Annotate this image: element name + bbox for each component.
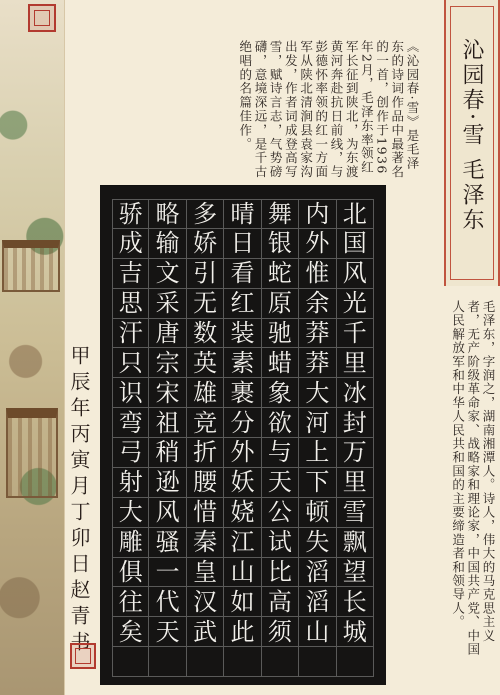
calligraphy-cell: 成 [112, 229, 149, 259]
courtyard-illustration [6, 408, 58, 498]
calligraphy-cell: 引 [187, 259, 224, 289]
calligraphy-cell: 舞 [262, 199, 299, 229]
calligraphy-cell: 封 [337, 408, 374, 438]
seal-stamp-top [28, 4, 56, 32]
calligraphy-cell: 唐 [149, 319, 186, 349]
calligraphy-cell [187, 647, 224, 677]
calligraphy-cell: 此 [224, 617, 261, 647]
calligraphy-grid [112, 199, 374, 677]
calligraphy-cell: 代 [149, 587, 186, 617]
pavilion-illustration [2, 240, 60, 292]
calligraphy-cell: 城 [337, 617, 374, 647]
calligraphy-cell: 素 [224, 348, 261, 378]
calligraphy-cell: 国 [337, 229, 374, 259]
calligraphy-cell: 弯 [112, 408, 149, 438]
calligraphy-cell: 莽 [299, 319, 336, 349]
calligraphy-cell: 娆 [224, 498, 261, 528]
calligraphy-cell: 光 [337, 289, 374, 319]
calligraphy-cell: 汉 [187, 587, 224, 617]
calligraphy-cell: 欲 [262, 408, 299, 438]
calligraphy-cell: 象 [262, 378, 299, 408]
calligraphy-cell: 风 [337, 259, 374, 289]
calligraphy-cell: 日 [224, 229, 261, 259]
calligraphy-cell: 蛇 [262, 259, 299, 289]
calligraphy-cell: 驰 [262, 319, 299, 349]
calligraphy-cell: 望 [337, 558, 374, 588]
calligraphy-cell: 顿 [299, 498, 336, 528]
calligraphy-cell: 蜡 [262, 348, 299, 378]
calligraphy-cell: 英 [187, 348, 224, 378]
calligraphy-cell [299, 647, 336, 677]
calligraphy-board [100, 185, 386, 685]
calligraphy-cell: 雪 [337, 498, 374, 528]
calligraphy-cell: 外 [224, 438, 261, 468]
calligraphy-cell: 多 [187, 199, 224, 229]
calligraphy-cell: 与 [262, 438, 299, 468]
calligraphy-cell: 输 [149, 229, 186, 259]
calligraphy-cell: 竞 [187, 408, 224, 438]
author-note: 毛泽东，字润之，湖南湘潭人。诗人，伟大的马克思主义者，无产阶级革命家、战略家和理论家，中国共产党、中国人民解放军和中华人民共和国的主要缔造者和领导人。 [450, 300, 496, 657]
calligraphy-cell: 千 [337, 319, 374, 349]
calligraphy-cell: 莽 [299, 348, 336, 378]
calligraphy-cell: 射 [112, 468, 149, 498]
calligraphy-cell: 公 [262, 498, 299, 528]
calligraphy-cell [112, 647, 149, 677]
calligraphy-cell [224, 647, 261, 677]
calligraphy-cell: 晴 [224, 199, 261, 229]
calligraphy-cell [337, 647, 374, 677]
calligraphy-cell: 北 [337, 199, 374, 229]
calligraphy-cell: 原 [262, 289, 299, 319]
calligraphy-cell: 河 [299, 408, 336, 438]
calligraphy-cell: 秦 [187, 528, 224, 558]
calligraphy-cell: 装 [224, 319, 261, 349]
calligraphy-cell: 天 [149, 617, 186, 647]
calligraphy-cell: 里 [337, 348, 374, 378]
calligraphy-cell: 矣 [112, 617, 149, 647]
calligraphy-cell: 祖 [149, 408, 186, 438]
seal-stamp-bottom [70, 643, 96, 669]
calligraphy-cell: 弓 [112, 438, 149, 468]
poem-title: 沁园春·雪 毛泽东 [459, 38, 484, 233]
calligraphy-cell: 大 [112, 498, 149, 528]
calligraphy-cell: 无 [187, 289, 224, 319]
calligraphy-cell: 天 [262, 468, 299, 498]
calligraphy-cell: 失 [299, 528, 336, 558]
calligraphy-cell: 逊 [149, 468, 186, 498]
calligraphy-cell [149, 647, 186, 677]
calligraphy-cell: 骚 [149, 528, 186, 558]
calligraphy-cell: 分 [224, 408, 261, 438]
calligraphy-cell: 江 [224, 528, 261, 558]
calligraphy-cell: 山 [224, 558, 261, 588]
calligraphy-cell: 稍 [149, 438, 186, 468]
calligraphy-cell: 雕 [112, 528, 149, 558]
calligraphy-cell: 须 [262, 617, 299, 647]
calligraphy-cell: 余 [299, 289, 336, 319]
calligraphy-cell: 文 [149, 259, 186, 289]
calligraphy-cell: 如 [224, 587, 261, 617]
calligraphy-cell: 上 [299, 438, 336, 468]
calligraphy-cell: 汗 [112, 319, 149, 349]
calligraphy-cell: 往 [112, 587, 149, 617]
calligraphy-cell: 红 [224, 289, 261, 319]
calligraphy-cell: 试 [262, 528, 299, 558]
calligraphy-cell: 惜 [187, 498, 224, 528]
calligraphy-cell [262, 647, 299, 677]
calligraphy-cell: 折 [187, 438, 224, 468]
calligraphy-cell: 看 [224, 259, 261, 289]
calligraphy-cell: 一 [149, 558, 186, 588]
calligraphy-cell: 娇 [187, 229, 224, 259]
calligraphy-cell: 比 [262, 558, 299, 588]
calligraphy-cell: 宋 [149, 378, 186, 408]
calligraphy-cell: 略 [149, 199, 186, 229]
calligraphy-cell: 采 [149, 289, 186, 319]
calligraphy-cell: 数 [187, 319, 224, 349]
calligraphy-cell: 下 [299, 468, 336, 498]
landscape-painting-strip [0, 0, 64, 695]
calligraphy-cell: 裹 [224, 378, 261, 408]
calligraphy-cell: 外 [299, 229, 336, 259]
calligraphy-cell: 雄 [187, 378, 224, 408]
calligraphy-cell: 俱 [112, 558, 149, 588]
calligraphy-cell: 风 [149, 498, 186, 528]
calligraphy-cell: 惟 [299, 259, 336, 289]
calligraphy-cell: 山 [299, 617, 336, 647]
calligraphy-cell: 里 [337, 468, 374, 498]
calligraphy-cell: 滔 [299, 558, 336, 588]
calligraphy-cell: 只 [112, 348, 149, 378]
calligraphy-cell: 冰 [337, 378, 374, 408]
calligraphy-cell: 武 [187, 617, 224, 647]
calligraphy-cell: 妖 [224, 468, 261, 498]
intro-text: 《沁园春·雪》是毛泽东的诗词作品中最著名的一首，创作于1936年2月，毛泽东率领红军长征到陕北，为东渡黄河奔赴抗日前线，与彭德怀率领的红一方面军从陕北清涧县袁家沟出发，作者词成登高写雪，赋诗言志，气势磅礴，意境深远，是千古绝唱的名篇佳作。 [237, 40, 420, 179]
calligraphy-cell: 骄 [112, 199, 149, 229]
calligraphy-cell: 飘 [337, 528, 374, 558]
calligraphy-cell: 长 [337, 587, 374, 617]
calligraphy-cell: 吉 [112, 259, 149, 289]
calligraphy-cell: 宗 [149, 348, 186, 378]
calligraphy-cell: 识 [112, 378, 149, 408]
calligraphy-cell: 滔 [299, 587, 336, 617]
calligraphy-cell: 皇 [187, 558, 224, 588]
calligraphy-cell: 内 [299, 199, 336, 229]
calligraphy-cell: 腰 [187, 468, 224, 498]
calligraphy-cell: 银 [262, 229, 299, 259]
calligraphy-cell: 高 [262, 587, 299, 617]
inscription: 甲辰年丙寅月丁卯日赵青书 [67, 345, 91, 657]
calligraphy-cell: 大 [299, 378, 336, 408]
calligraphy-cell: 万 [337, 438, 374, 468]
calligraphy-cell: 思 [112, 289, 149, 319]
